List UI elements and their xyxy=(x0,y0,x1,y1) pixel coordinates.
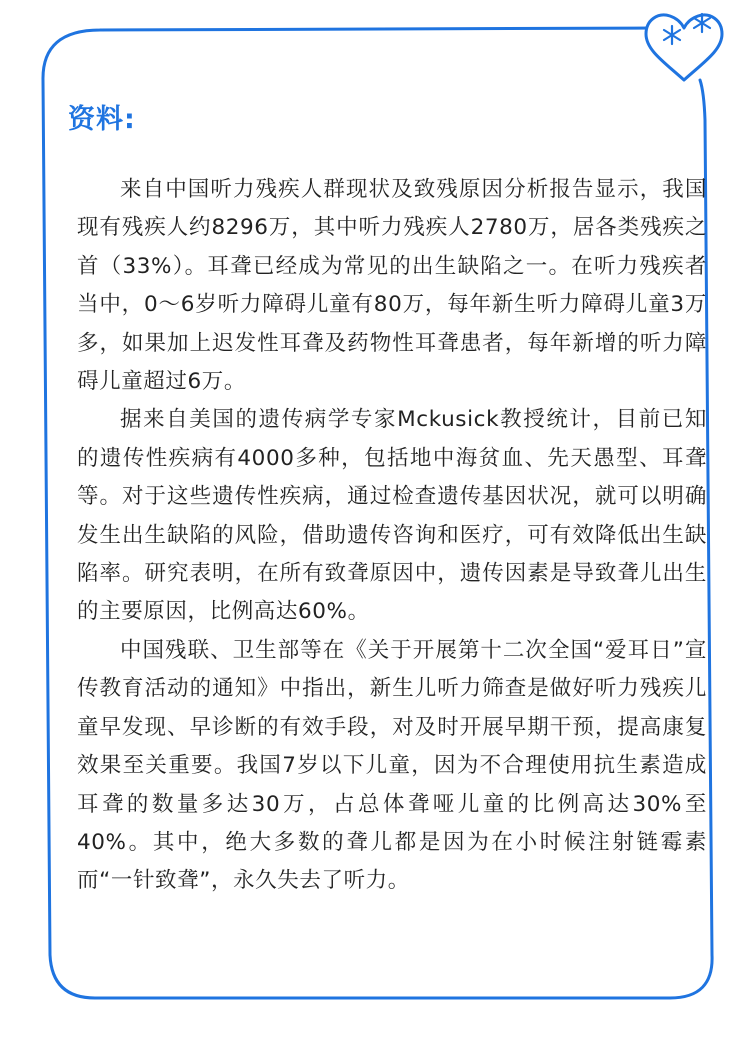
heart-icon xyxy=(646,15,722,80)
paragraph-1: 来自中国听力残疾人群现状及致残原因分析报告显示，我国现有残疾人约8296万，其中听力残疾人2780万，居各类残疾之首（33%）。耳聋已经成为常见的出生缺陷之一。在听力残疾者当中，0～6岁听力障碍儿童有80万，每年新生听力障碍儿童3万多，如果加上迟发性耳聋及药物性耳聋患者，每年新增的听力障碍儿童超过6万。 xyxy=(77,177,707,395)
paragraph-2: 据来自美国的遗传病学专家Mckusick教授统计，目前已知的遗传性疾病有4000多种，包括地中海贫血、先天愚型、耳聋等。对于这些遗传性疾病，通过检查遗传基因状况，就可以明确发生出生缺陷的风险，借助遗传咨询和医疗，可有效降低出生缺陷率。研究表明，在所有致聋原因中，遗传因素是导致聋儿出生的主要原因，比例高达60%。 xyxy=(77,407,707,625)
paragraph-3: 中国残联、卫生部等在《关于开展第十二次全国“爱耳日”宣传教育活动的通知》中指出，新生儿听力筛查是做好听力残疾儿童早发现、早诊断的有效手段，对及时开展早期干预，提高康复效果至关重要。我国7岁以下儿童，因为不合理使用抗生素造成耳聋的数量多达30万，占总体聋哑儿童的比例高达30%至40%。其中，绝大多数的聋儿都是因为在小时候注射链霉素而“一针致聋”，永久失去了听力。 xyxy=(77,637,707,894)
article-body xyxy=(77,171,707,901)
page-title: 资料: xyxy=(68,104,136,135)
